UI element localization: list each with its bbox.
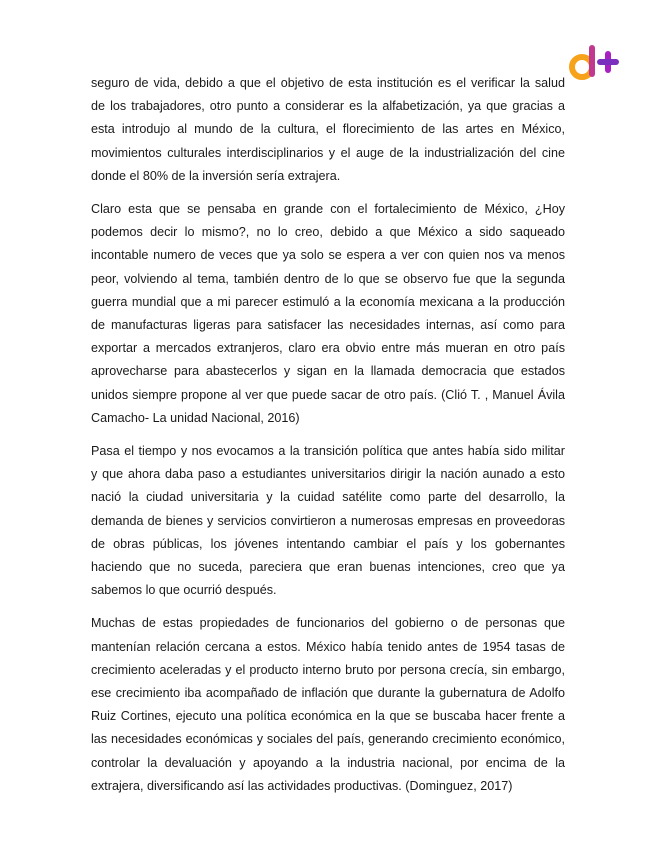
- document-body: [91, 72, 565, 808]
- paragraph-3: [91, 440, 565, 602]
- text-line: controlar la devaluación y apoyando a la industria nacional, por encima de la: [91, 755, 565, 770]
- text-line: esta introdujo al mundo de la cultura, el florecimiento de las artes en México,: [91, 122, 565, 137]
- text-line: donde el 80% de la inversión sería extrajera.: [91, 168, 341, 183]
- text-line: guerra mundial que a mi parecer estimuló a la economía mexicana a la producción: [91, 294, 565, 309]
- text-line: haciendo que no suceda, pareciera que eran buenas intenciones, creo que ya: [91, 560, 565, 575]
- text-line: extrajera, diversificando así las actividades productivas. (Dominguez, 2017): [91, 778, 513, 793]
- text-line: podemos decir lo mismo?, no lo creo, debido a que México a sido saqueado: [91, 225, 565, 240]
- text-line: movimientos culturales interdisciplinarios y el auge de la industrialización del cine: [91, 145, 565, 160]
- text-line: Ruiz Cortines, ejecuto una política económica en la que se buscaba hacer frente a: [91, 709, 565, 724]
- text-line: ese crecimiento iba acompañado de inflación que durante la gubernatura de Adolfo: [91, 686, 565, 701]
- text-line: incontable numero de veces que ya solo se espera a ver con quien nos va menos: [91, 248, 565, 263]
- text-line: las necesidades económicas y sociales del país, generando crecimiento económico,: [91, 732, 565, 747]
- text-line: seguro de vida, debido a que el objetivo de esta institución es el verificar la salud: [91, 76, 565, 90]
- paragraph-1: [91, 72, 565, 188]
- text-line: aprovecharse para abastecerlos y sigan en la llamada democracia que estados: [91, 364, 565, 379]
- text-line: mantenían relación cercana a estos. México había tenido antes de 1954 tasas de: [91, 639, 565, 654]
- text-line: demanda de bienes y servicios convirtieron a numerosas empresas en proveedoras: [91, 513, 565, 528]
- text-line: Pasa el tiempo y nos evocamos a la transición política que antes había sido militar: [91, 444, 565, 459]
- d-plus-logo-icon: [568, 42, 624, 82]
- text-line: nació la ciudad universitaria y la cuidad satélite como parte del desarrollo, la: [91, 490, 565, 505]
- text-line: exportar a mercados extranjeros, claro era obvio entre más mueran en otro país: [91, 341, 565, 356]
- text-line: de los trabajadores, otro punto a considerar es la alfabetización, ya que gracias a: [91, 99, 565, 114]
- paragraph-2: [91, 198, 565, 430]
- text-line: Muchas de estas propiedades de funcionarios del gobierno o de personas que: [91, 616, 565, 631]
- text-line: sabemos lo que ocurrió después.: [91, 583, 277, 598]
- paragraph-4: [91, 612, 565, 798]
- text-line: de manufacturas ligeras para satisfacer las necesidades internas, así como para: [91, 318, 565, 333]
- text-line: peor, volviendo al tema, también dentro de lo que se observo fue que la segunda: [91, 271, 565, 286]
- text-line: unidos siempre propone al ver que puede sacar de otro país. (Clió T. , Manuel Ávila: [91, 387, 565, 402]
- text-line: crecimiento aceleradas y el producto interno bruto por persona crecía, sin embargo,: [91, 662, 565, 677]
- text-line: y que ahora daba paso a estudiantes universitarios dirigir la nación aunado a esto: [91, 467, 565, 482]
- text-line: Claro esta que se pensaba en grande con el fortalecimiento de México, ¿Hoy: [91, 202, 565, 217]
- text-line: Camacho- La unidad Nacional, 2016): [91, 410, 300, 425]
- text-line: de obras públicas, los jóvenes intentando cambiar el país y los gobernantes: [91, 536, 565, 551]
